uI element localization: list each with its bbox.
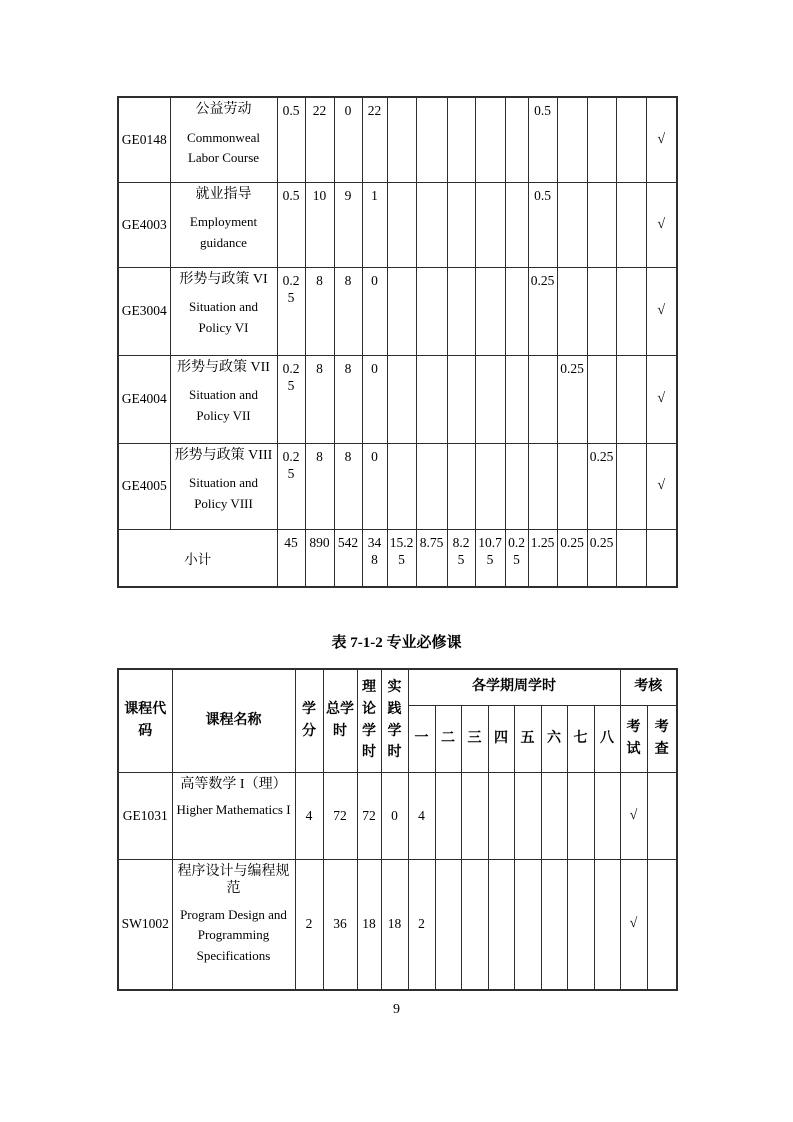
subtotal-total-hours: 890 [305,529,334,587]
exam-cell [616,267,646,355]
course-name-cn: 形势与政策 VII [177,359,270,375]
header-semester-3: 三 [461,705,488,772]
header-semester-8: 八 [594,705,620,772]
theory-hours-cell: 8 [334,355,362,443]
course-code-cell: GE1031 [118,772,172,859]
table-row [118,267,677,355]
theory-hours-cell: 18 [357,859,381,990]
credits-cell: 0.5 [277,182,305,267]
semester-2-cell [435,772,461,859]
header-semester-2: 二 [435,705,461,772]
header-semester-4: 四 [488,705,514,772]
course-name-cell [170,267,277,355]
review-checkmark-cell: √ [646,182,677,267]
subtotal-semester-2: 8.75 [416,529,447,587]
theory-hours-cell: 8 [334,267,362,355]
course-code-cell: GE0148 [118,97,170,182]
table-row [118,97,677,182]
semester-8-cell [587,267,616,355]
table-row [118,355,677,443]
page-number: 9 [393,1002,400,1017]
semester-2-cell [416,355,447,443]
theory-hours-cell: 8 [334,443,362,529]
review-checkmark-cell: √ [646,267,677,355]
semester-3-cell [447,97,475,182]
total-hours-cell: 8 [305,443,334,529]
course-name-en: Employment guidance [189,214,258,250]
semester-6-cell [528,443,557,529]
total-hours-cell: 72 [323,772,357,859]
semester-5-cell [505,97,528,182]
subtotal-practice-hours: 348 [362,529,387,587]
semester-4-cell [475,182,505,267]
semester-8-cell [594,772,620,859]
subtotal-semester-8: 0.25 [587,529,616,587]
course-code-cell: GE3004 [118,267,170,355]
subtotal-credits: 45 [277,529,305,587]
semester-8-cell [587,97,616,182]
course-name-en: Higher Mathematics I [176,802,291,817]
semester-2-cell [416,97,447,182]
semester-6-cell [541,772,567,859]
semester-5-cell [514,772,541,859]
semester-7-cell [567,859,594,990]
theory-hours-cell: 0 [334,97,362,182]
header-row-groups [118,669,677,705]
practice-hours-cell: 0 [362,267,387,355]
semester-5-cell [505,443,528,529]
course-code-cell: GE4003 [118,182,170,267]
exam-checkmark-cell: √ [620,859,647,990]
subtotal-review [646,529,677,587]
subtotal-row [118,529,677,587]
course-name-en: Situation and Policy VII [189,387,258,423]
semester-4-cell [488,859,514,990]
header-review: 考查 [647,705,677,772]
course-name-cn: 形势与政策 VIII [174,447,273,463]
semester-2-cell [416,267,447,355]
theory-hours-cell: 9 [334,182,362,267]
course-name-en: Situation and Policy VIII [189,475,258,511]
table-caption: 表 7-1-2 专业必修课 [331,635,462,651]
practice-hours-cell: 0 [362,443,387,529]
credits-cell: 0.25 [277,355,305,443]
header-course-name: 课程名称 [172,669,295,772]
subtotal-theory-hours: 542 [334,529,362,587]
semester-1-cell [387,267,416,355]
header-semester-7: 七 [567,705,594,772]
course-code-cell: SW1002 [118,859,172,990]
semester-1-cell [387,443,416,529]
credits-cell: 0.25 [277,267,305,355]
semester-6-cell [541,859,567,990]
semester-6-cell: 0.5 [528,182,557,267]
practice-hours-cell: 1 [362,182,387,267]
header-weekly-hours-group: 各学期周学时 [408,669,620,705]
course-name-cell [170,355,277,443]
semester-7-cell [557,182,587,267]
semester-8-cell [587,182,616,267]
practice-hours-cell: 22 [362,97,387,182]
total-hours-cell: 10 [305,182,334,267]
subtotal-semester-4: 10.75 [475,529,505,587]
credits-cell: 4 [295,772,323,859]
exam-cell [616,182,646,267]
semester-6-cell: 0.5 [528,97,557,182]
course-name-cell [172,859,295,990]
header-course-code: 课程代码 [118,669,172,772]
major-required-courses-table [117,668,678,991]
subtotal-semester-3: 8.25 [447,529,475,587]
semester-3-cell [447,355,475,443]
semester-8-cell: 0.25 [587,443,616,529]
semester-5-cell [505,355,528,443]
subtotal-semester-5: 0.25 [505,529,528,587]
exam-cell [616,97,646,182]
course-code-cell: GE4004 [118,355,170,443]
semester-1-cell [387,355,416,443]
course-code-cell: GE4005 [118,443,170,529]
course-name-cn: 高等数学 I（理） [180,776,287,792]
semester-1-cell: 4 [408,772,435,859]
semester-4-cell [475,443,505,529]
subtotal-exam [616,529,646,587]
subtotal-semester-7: 0.25 [557,529,587,587]
semester-1-cell: 2 [408,859,435,990]
credits-cell: 0.25 [277,443,305,529]
semester-7-cell: 0.25 [557,355,587,443]
semester-2-cell [435,859,461,990]
course-name-en: Program Design and Programming Specifications [180,906,287,964]
semester-3-cell [447,267,475,355]
practice-hours-cell: 18 [381,859,408,990]
course-name-cn: 公益劳动 [195,102,252,117]
table-row [118,443,677,529]
header-exam: 考试 [620,705,647,772]
semester-7-cell [557,443,587,529]
header-assessment-group: 考核 [620,669,677,705]
general-courses-table [117,96,678,588]
header-semester-1: 一 [408,705,435,772]
practice-hours-cell: 0 [362,355,387,443]
course-name-en: Commonweal Labor Course [187,129,260,166]
semester-4-cell [475,97,505,182]
course-name-cell [170,97,277,182]
semester-3-cell [461,772,488,859]
semester-4-cell [475,267,505,355]
semester-8-cell [587,355,616,443]
header-practice-hours: 实践学时 [381,669,408,772]
semester-1-cell [387,97,416,182]
practice-hours-cell: 0 [381,772,408,859]
header-theory-hours: 理论学时 [357,669,381,772]
total-hours-cell: 36 [323,859,357,990]
header-total-hours: 总学时 [323,669,357,772]
review-checkmark-cell: √ [646,355,677,443]
course-name-en: Situation and Policy VI [189,299,258,335]
semester-5-cell [514,859,541,990]
subtotal-semester-6: 1.25 [528,529,557,587]
semester-7-cell [567,772,594,859]
course-name-cell [170,182,277,267]
semester-1-cell [387,182,416,267]
course-name-cn: 就业指导 [195,186,252,202]
semester-3-cell [447,182,475,267]
credits-cell: 2 [295,859,323,990]
course-name-cn: 程序设计与编程规范 [177,863,290,896]
semester-3-cell [447,443,475,529]
semester-4-cell [475,355,505,443]
semester-4-cell [488,772,514,859]
subtotal-label: 小计 [118,529,277,587]
table-row [118,859,677,990]
semester-6-cell: 0.25 [528,267,557,355]
exam-cell [616,443,646,529]
credits-cell: 0.5 [277,97,305,182]
header-semester-5: 五 [514,705,541,772]
table-row [118,772,677,859]
header-credits: 学分 [295,669,323,772]
exam-checkmark-cell: √ [620,772,647,859]
header-semester-6: 六 [541,705,567,772]
total-hours-cell: 22 [305,97,334,182]
subtotal-semester-1: 15.25 [387,529,416,587]
semester-2-cell [416,443,447,529]
semester-7-cell [557,267,587,355]
review-checkmark-cell: √ [646,97,677,182]
theory-hours-cell: 72 [357,772,381,859]
review-cell [647,772,677,859]
total-hours-cell: 8 [305,355,334,443]
exam-cell [616,355,646,443]
course-name-cn: 形势与政策 VI [179,271,268,287]
table-row [118,182,677,267]
review-checkmark-cell: √ [646,443,677,529]
semester-8-cell [594,859,620,990]
semester-6-cell [528,355,557,443]
semester-3-cell [461,859,488,990]
semester-7-cell [557,97,587,182]
course-name-cell [170,443,277,529]
semester-5-cell [505,182,528,267]
semester-2-cell [416,182,447,267]
course-name-cell [172,772,295,859]
semester-5-cell [505,267,528,355]
review-cell [647,859,677,990]
total-hours-cell: 8 [305,267,334,355]
